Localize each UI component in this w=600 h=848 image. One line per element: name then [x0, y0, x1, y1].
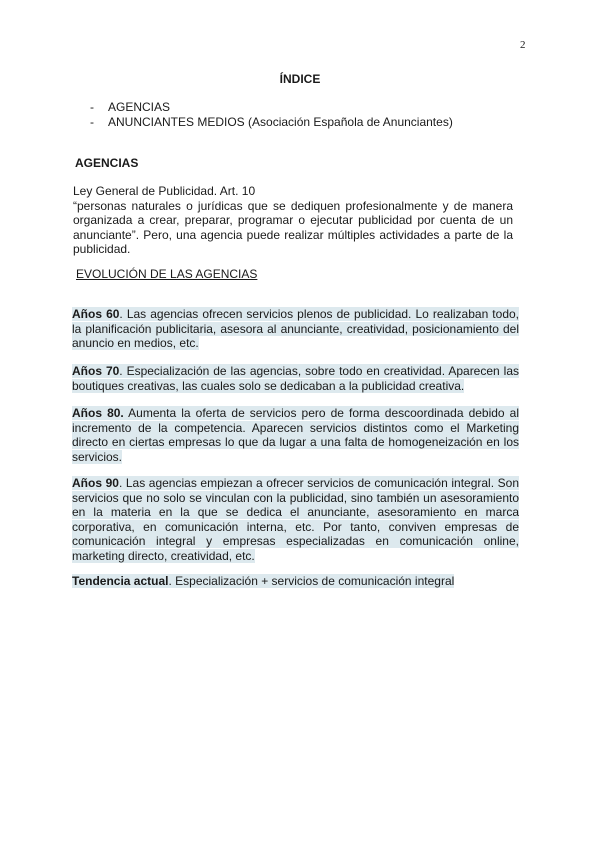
- paragraph-term: Años 70: [72, 364, 120, 378]
- index-item-agencias: [90, 100, 453, 115]
- law-quote: “personas naturales o jurídicas que se dediquen profesionalmente y de manera organizada a crear, preparar, programar o ejecutar publicidad por cuenta de un anunciante”. Pero, una agencia puede realizar múltiples actividades a parte de la publicidad.: [73, 198, 513, 257]
- page-number: 2: [520, 39, 526, 51]
- law-definition: [73, 184, 513, 257]
- paragraph-term: Años 80.: [72, 406, 124, 420]
- paragraph-term: Tendencia actual: [72, 574, 169, 588]
- paragraph-text: . Especialización de las agencias, sobre todo en creatividad. Aparecen las boutiques creativas, las cuales solo se dedicaban a la publicidad creativa.: [72, 364, 519, 393]
- paragraph-term: Años 90: [72, 476, 119, 490]
- paragraph-anos-90: [72, 476, 519, 564]
- paragraph-anos-60: [72, 307, 519, 351]
- list-dash: -: [90, 100, 94, 114]
- paragraph-tendencia-actual: [72, 574, 519, 589]
- paragraph-anos-70: [72, 364, 519, 393]
- paragraph-term: Años 60: [72, 307, 120, 321]
- paragraph-text: . Las agencias ofrecen servicios plenos de publicidad. Lo realizaban todo, la planificación publicitaria, asesora al anunciante, creatividad, posicionamiento del anuncio en medios, etc.: [72, 307, 520, 351]
- paragraph-anos-80: [72, 406, 519, 464]
- evolution-heading: EVOLUCIÓN DE LAS AGENCIAS: [76, 267, 258, 281]
- paragraph-text: . Especialización + servicios de comunicación integral: [168, 574, 455, 588]
- paragraph-text: . Las agencias empiezan a ofrecer servicios de comunicación integral. Son servicios que no solo se vinculan con la publicidad, sino también un asesoramiento en la materia en la que se dedica el anunciante, asesoramiento en marca corporativa, en comunicación interna, etc. Por tanto, conviven empresas de comunicación integral y empresas especializadas en comunicación online, marketing directo, creatividad, etc.: [72, 476, 519, 563]
- list-dash: -: [90, 115, 94, 129]
- index-item-anunciantes: [90, 115, 453, 130]
- page-title: ÍNDICE: [279, 72, 321, 86]
- law-reference: Ley General de Publicidad. Art. 10: [73, 184, 256, 198]
- index-item-label: AGENCIAS: [108, 100, 171, 114]
- index-item-label: ANUNCIANTES MEDIOS (Asociación Española de Anunciantes): [108, 115, 453, 129]
- paragraph-text: Aumenta la oferta de servicios pero de forma descoordinada debido al incremento de la competencia. Aparecen servicios distintos como el Marketing directo en ciertas empresas lo que da lugar a una falta de homogeneización en los servicios.: [72, 406, 520, 464]
- index-list: [90, 100, 453, 130]
- section-heading-agencias: AGENCIAS: [75, 156, 139, 170]
